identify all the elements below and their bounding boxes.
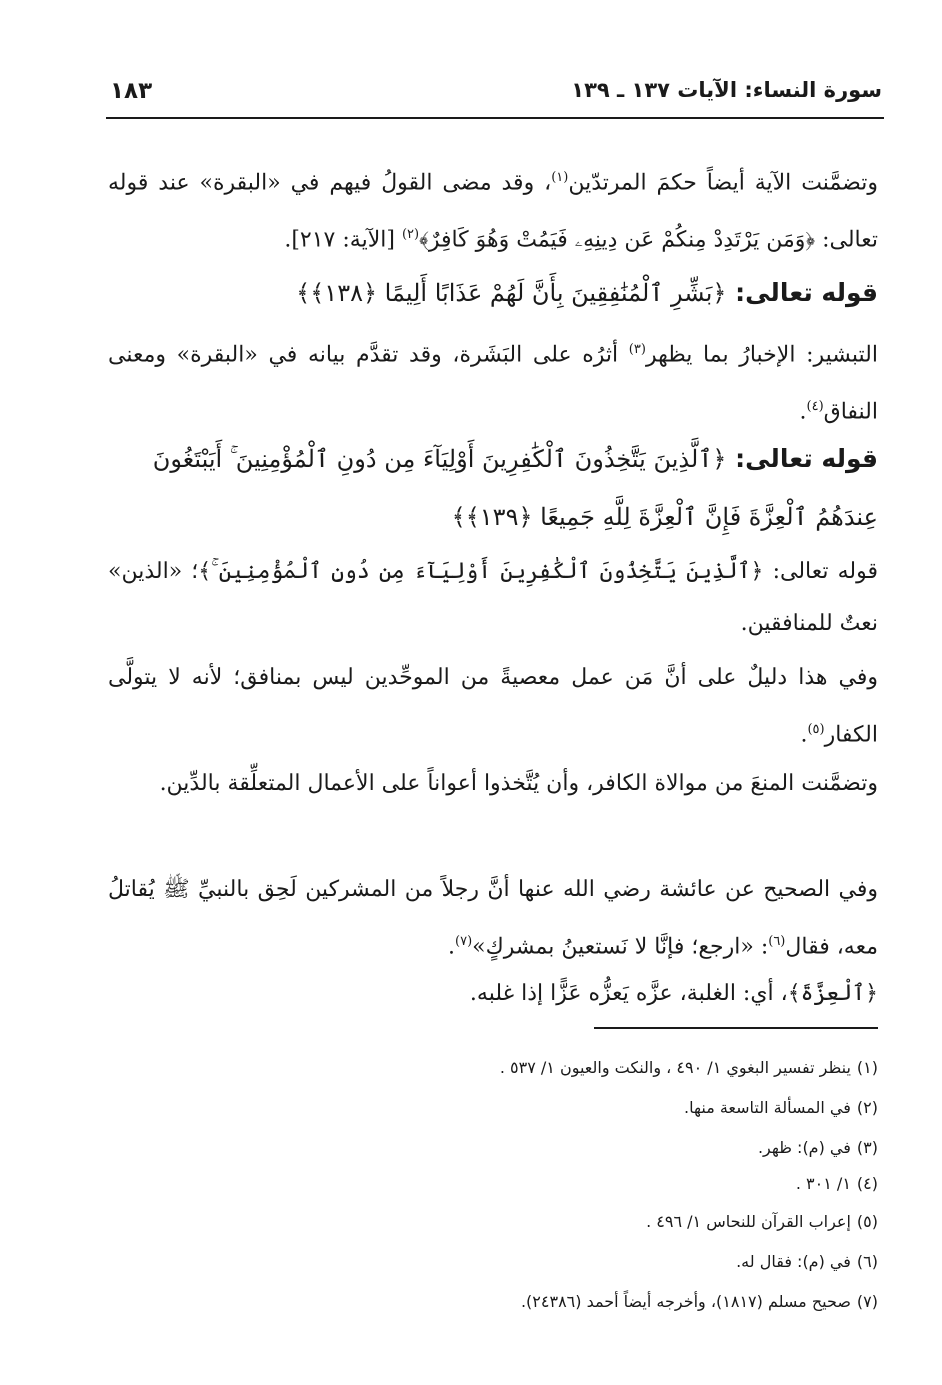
footnote-ref: (٥) — [807, 722, 825, 737]
quran-verse: ﴿بَشِّرِ ٱلْمُنَٰفِقِينَ بِأَنَّ لَهُمْ عَذَابًا أَلِيمًا ﴿١٣٨﴾﴾ — [296, 279, 727, 307]
header-rule — [106, 117, 884, 119]
footnote-ref: (٦) — [768, 934, 786, 949]
footnote-ref: (١) — [551, 170, 569, 185]
footnote-separator — [594, 1027, 878, 1029]
footnote-item: (٥)إعراب القرآن للنحاس ١/ ٤٩٦ . — [646, 1212, 878, 1231]
paragraph-izza: ﴿ٱلْعِزَّةَ﴾، أي: الغلبة، عزَّه يَعزُّه عَزًّا إذا غلبه. — [469, 981, 878, 1006]
running-header — [110, 78, 882, 118]
footnote-ref: (٧) — [455, 934, 473, 949]
footnote-ref: (٤) — [806, 399, 824, 415]
paragraph-apostates: وتضمَّنت الآية أيضاً حكمَ المرتدّين$^{(١)}$، وقد مضى القولُ فيهم في «البقرة» عند قوله تعالى: ﴿وَمَن يَرْتَدِدْ مِنكُمْ عَن دِينِهِۦ فَيَمُتْ وَهُوَ كَافِرٌ﴾$^{(٢)}$ [الآية: ٢١٧]. — [108, 170, 878, 253]
paragraph-prohibition: وتضمَّنت المنعَ من موالاة الكافر، وأن يُتَّخذوا أعواناً على الأعمال المتعلِّقة بالدِّين. — [159, 771, 878, 796]
header-title: سورة النساء: الآيات ١٣٧ ـ ١٣٩ — [571, 78, 882, 102]
verse-heading-138: قوله تعالى: ﴿بَشِّرِ ٱلْمُنَٰفِقِينَ بِأَنَّ لَهُمْ عَذَابًا أَلِيمًا ﴿١٣٨﴾﴾ — [296, 278, 878, 307]
paragraph-tabshir: التبشير: الإخبارُ بما يظهر$^{(٣)}$ أثرُه على البَشَرة، وقد تقدَّم بيانه في «البقرة» ومعنى النفاق$^{(٤)}$. — [108, 342, 878, 425]
quran-verse: ﴿ٱلَّذِينَ يَتَّخِذُونَ ٱلْكَٰفِرِينَ أَوْلِيَآءَ مِن دُونِ ٱلْمُؤْمِنِينَ ۚ أَيَبْتَغُونَ عِندَهُمُ ٱلْعِزَّةَ فَإِنَّ ٱلْعِزَّةَ لِلَّهِ جَمِيعًا ﴿١٣٩﴾﴾ — [152, 445, 878, 531]
footnote-ref: (٢) — [401, 227, 420, 243]
footnote-item: (٢)في المسألة التاسعة منها. — [684, 1098, 878, 1117]
quran-quote: ﴿وَمَن يَرْتَدِدْ مِنكُمْ عَن دِينِهِۦ فَيَمُتْ وَهُوَ كَافِرٌ﴾ — [419, 227, 816, 253]
quran-quote: ﴿ٱلْعِزَّةَ﴾ — [787, 981, 878, 1006]
page-number: ١٨٣ — [110, 78, 153, 104]
footnote-item: (٦)في (م): فقال له. — [736, 1252, 878, 1271]
footnote-item: (٧)صحيح مسلم (١٨١٧)، وأخرجه أيضاً أحمد (٢٤٣٨٦). — [520, 1292, 878, 1311]
paragraph-alladhina: قوله تعالى: ﴿ٱلَّذِينَ يَتَّخِذُونَ ٱلْكَٰفِرِينَ أَوْلِيَآءَ مِن دُونِ ٱلْمُؤْمِنِينَ ۚ﴾؛ «الذين» نعتٌ للمنافقين. — [108, 559, 878, 636]
footnote-item: (١)ينظر تفسير البغوي ١/ ٤٩٠ ، والنكت والعيون ١/ ٥٣٧ . — [499, 1058, 878, 1077]
paragraph-evidence: وفي هذا دليلٌ على أنَّ مَن عمل معصيةً من الموحِّدين ليس بمنافق؛ لأنه لا يتولَّى الكفار$^{(٥)}$. — [108, 665, 878, 748]
verse-heading-139: قوله تعالى: ﴿ٱلَّذِينَ يَتَّخِذُونَ ٱلْكَٰفِرِينَ أَوْلِيَآءَ مِن دُونِ ٱلْمُؤْمِنِينَ ۚ أَيَبْتَغُونَ عِندَهُمُ ٱلْعِزَّةَ فَإِنَّ ٱلْعِزَّةَ لِلَّهِ جَمِيعًا ﴿١٣٩﴾﴾ — [152, 444, 878, 531]
quran-quote: ﴿ٱلَّذِينَ يَتَّخِذُونَ ٱلْكَٰفِرِينَ أَوْلِيَآءَ مِن دُونِ ٱلْمُؤْمِنِينَ ۚ﴾ — [198, 559, 764, 584]
paragraph-hadith: وفي الصحيح عن عائشة رضي الله عنها أنَّ رجلاً من المشركين لَحِق بالنبيِّ ﷺ يُقاتلُ معه، فقال$^{(٦)}$: «ارجع؛ فإنَّا لا نَستعينُ بمشركٍ»$^{(٧)}$. — [108, 877, 878, 960]
footnote-item: (٣)في (م): ظهر. — [757, 1138, 878, 1157]
footnote-item: (٤)١/ ٣٠١ . — [795, 1174, 878, 1193]
footnote-ref: (٣) — [628, 342, 646, 357]
